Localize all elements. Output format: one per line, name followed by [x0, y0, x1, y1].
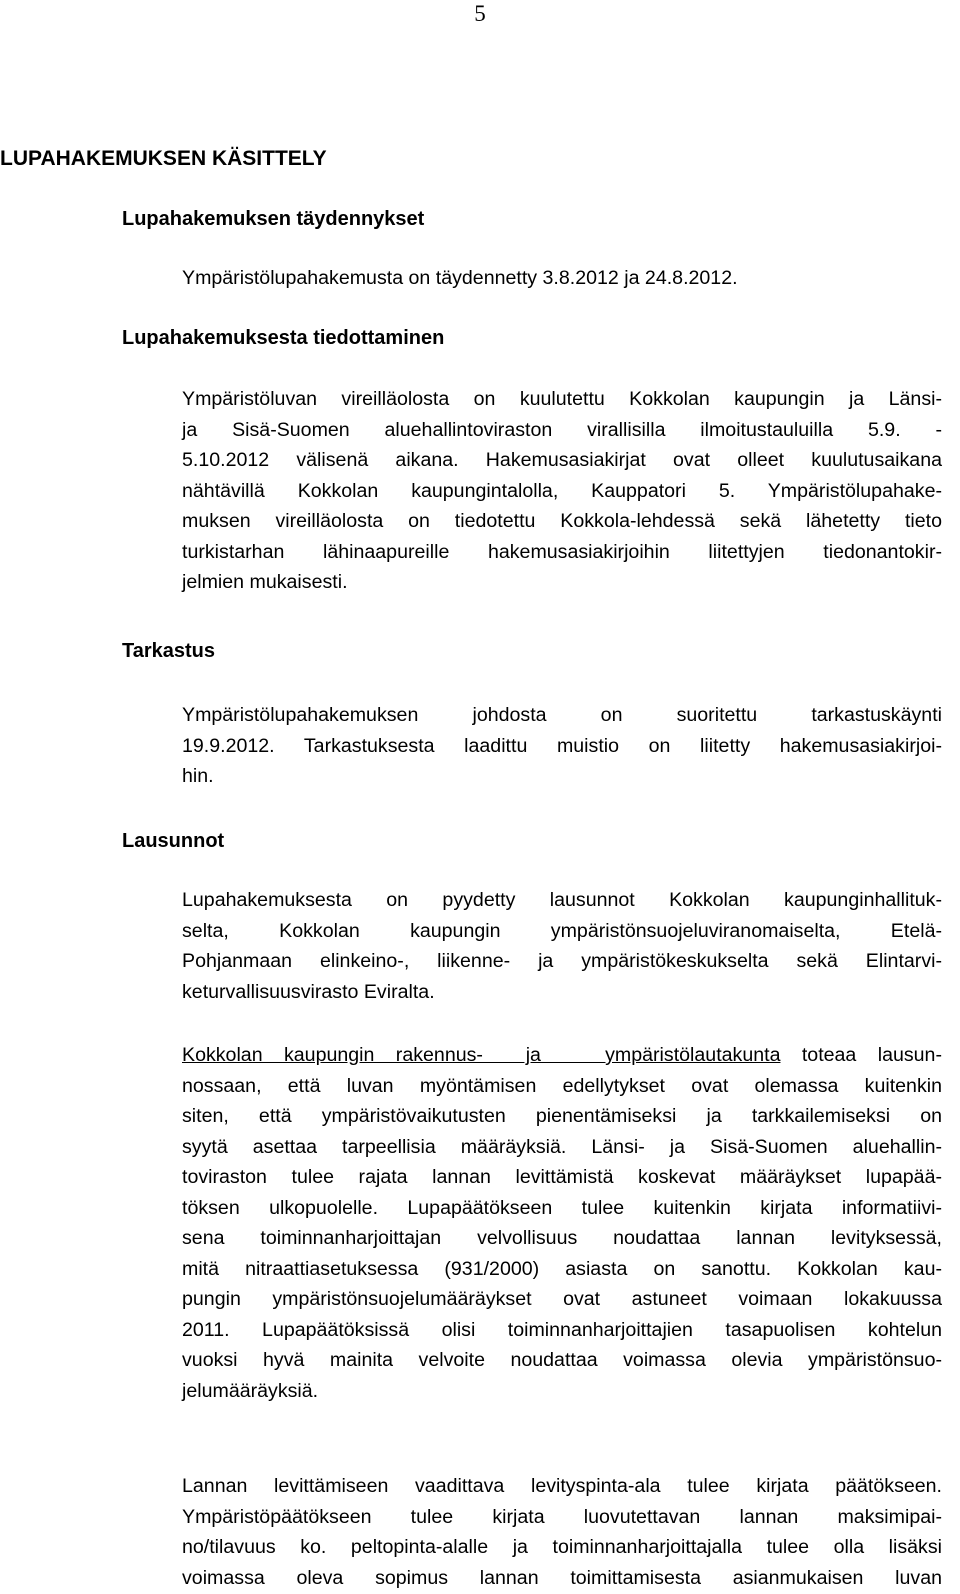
text-line: ja Sisä-Suomen aluehallintoviraston virallisilla ilmoitustauluilla 5.9. - [182, 418, 942, 441]
text-line: Lupahakemuksesta on pyydetty lausunnot Kokkolan kaupunginhallituk- [182, 889, 942, 911]
text-line: vuoksi hyvä mainita velvoite noudattaa voimassa olevia ympäristönsuo- [182, 1349, 942, 1371]
section-heading-lausunnot: Lausunnot [122, 830, 225, 852]
text-line: Ympäristöpäätökseen tulee kirjata luovutettavan lannan maksimipai- [182, 1505, 942, 1528]
text-fragment: toteaa lausun- [780, 1044, 942, 1066]
paragraph-taydennykset [182, 263, 942, 294]
text-line: Lannan levittämiseen vaadittava levityspinta-ala tulee kirjata päätökseen. [182, 1475, 942, 1497]
paragraph-lausunnot-3 [182, 1471, 942, 1593]
text-line: keturvallisuusvirasto Eviralta. [182, 980, 435, 1003]
paragraph-lausunnot-1 [182, 885, 942, 1007]
text-line: töksen ulkopuolelle. Lupapäätökseen tulee kuitenkin kirjata informatiivi- [182, 1196, 942, 1219]
text-line [182, 1040, 942, 1071]
text-line: mitä nitraattiasetuksessa (931/2000) asiasta on sanottu. Kokkolan kau- [182, 1257, 942, 1280]
text-line: Ympäristöluvan vireilläolosta on kuulutettu Kokkolan kaupungin ja Länsi- [182, 388, 942, 410]
text-line: jelmien mukaisesti. [182, 571, 348, 593]
text-line: muksen vireilläolosta on tiedotettu Kokkola-lehdessä sekä lähetetty tieto [182, 510, 942, 532]
text-line: Pohjanmaan elinkeino-, liikenne- ja ympäristökeskukselta sekä Elintarvi- [182, 950, 942, 972]
text-line: nossaan, että luvan myöntämisen edellytykset ovat olemassa kuitenkin [182, 1074, 942, 1097]
section-heading-taydennykset: Lupahakemuksen täydennykset [122, 208, 425, 230]
section-heading-tiedottaminen: Lupahakemuksesta tiedottaminen [122, 327, 445, 349]
main-heading: LUPAHAKEMUKSEN KÄSITTELY [0, 147, 327, 170]
underlined-authority-name: Kokkolan kaupungin rakennus- ja ympäristölautakunta [182, 1044, 781, 1066]
section-heading-tarkastus: Tarkastus [122, 640, 216, 662]
text-line: toviraston tulee rajata lannan levittämistä koskevat määräykset lupapää- [182, 1166, 942, 1188]
text-line: Ympäristölupahakemusta on täydennetty 3.8.2012 ja 24.8.2012. [182, 267, 738, 289]
text-line: Ympäristölupahakemuksen johdosta on suoritettu tarkastuskäynti [182, 704, 942, 726]
text-line: selta, Kokkolan kaupungin ympäristönsuojeluviranomaiselta, Etelä- [182, 919, 942, 942]
page-number: 5 [474, 1, 486, 26]
text-line: syytä asettaa tarpeellisia määräyksiä. Länsi- ja Sisä-Suomen aluehallin- [182, 1135, 942, 1158]
text-line: turkistarhan lähinaapureille hakemusasiakirjoihin liitettyjen tiedonantokir- [182, 540, 942, 563]
paragraph-lausunnot-2 [182, 1040, 942, 1406]
text-line: no/tilavuus ko. peltopinta-alalle ja toiminnanharjoittajalla tulee olla lisäksi [182, 1536, 942, 1558]
paragraph-tiedottaminen [182, 384, 942, 598]
text-line: jelumääräyksiä. [182, 1379, 319, 1402]
text-line: 5.10.2012 välisenä aikana. Hakemusasiakirjat ovat olleet kuulutusaikana [182, 449, 942, 471]
text-line: siten, että ympäristövaikutusten pienentämiseksi ja tarkkailemiseksi on [182, 1105, 942, 1127]
text-line: voimassa oleva sopimus lannan toimittamisesta asianmukaisen luvan [182, 1566, 942, 1589]
text-line: 19.9.2012. Tarkastuksesta laadittu muistio on liitetty hakemusasiakirjoi- [182, 734, 942, 757]
paragraph-tarkastus [182, 700, 942, 792]
text-line: 2011. Lupapäätöksissä olisi toiminnanharjoittajien tasapuolisen kohtelun [182, 1318, 942, 1341]
text-line: sena toiminnanharjoittajan velvollisuus noudattaa lannan levityksessä, [182, 1227, 942, 1249]
text-line: hin. [182, 765, 214, 787]
text-line: nähtävillä Kokkolan kaupungintalolla, Kauppatori 5. Ympäristölupahake- [182, 479, 942, 502]
text-line: pungin ympäristönsuojelumääräykset ovat astuneet voimaan lokakuussa [182, 1288, 942, 1310]
